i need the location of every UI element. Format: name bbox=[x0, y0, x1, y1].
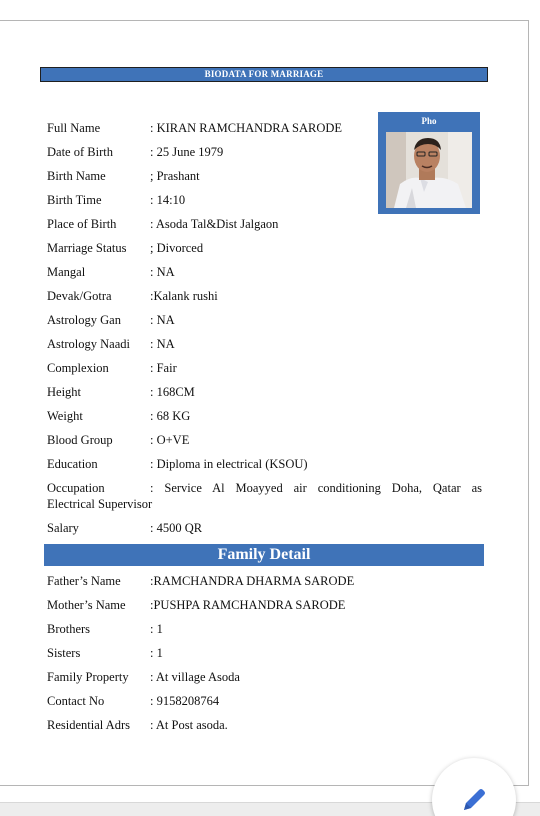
photo-label: Pho bbox=[421, 116, 437, 126]
detail-value: :Kalank rushi bbox=[150, 289, 218, 303]
detail-value: : 9158208764 bbox=[150, 694, 220, 708]
detail-value: : 25 June 1979 bbox=[150, 145, 224, 159]
biodata-title: BIODATA FOR MARRIAGE bbox=[40, 67, 488, 82]
detail-value: : Service Al Moayyed air conditioning Doha, Qatar as bbox=[150, 481, 482, 495]
detail-label: Salary bbox=[47, 521, 79, 535]
detail-label: Blood Group bbox=[47, 433, 113, 447]
detail-label: Astrology Naadi bbox=[47, 337, 130, 351]
detail-value: ; Divorced bbox=[150, 241, 204, 255]
detail-label: Place of Birth bbox=[47, 217, 117, 231]
detail-value: : 4500 QR bbox=[150, 521, 203, 535]
detail-label: Birth Time bbox=[47, 193, 102, 207]
pencil-icon bbox=[458, 784, 490, 816]
detail-label: Contact No bbox=[47, 694, 105, 708]
detail-value: :PUSHPA RAMCHANDRA SARODE bbox=[150, 598, 346, 612]
detail-label: Mangal bbox=[47, 265, 86, 279]
detail-value: : NA bbox=[150, 265, 175, 279]
detail-value: : 68 KG bbox=[150, 409, 191, 423]
detail-value-continued: Electrical Supervisor bbox=[47, 497, 153, 511]
detail-label: Height bbox=[47, 385, 82, 399]
detail-label: Weight bbox=[47, 409, 83, 423]
detail-label: Astrology Gan bbox=[47, 313, 121, 327]
detail-label: Mother’s Name bbox=[47, 598, 126, 612]
detail-value: :RAMCHANDRA DHARMA SARODE bbox=[150, 574, 355, 588]
detail-value: : 168CM bbox=[150, 385, 195, 399]
detail-value: : Diploma in electrical (KSOU) bbox=[150, 457, 308, 471]
detail-value: : At village Asoda bbox=[150, 670, 240, 684]
detail-label: Complexion bbox=[47, 361, 109, 375]
detail-value: : NA bbox=[150, 313, 175, 327]
detail-label: Family Property bbox=[47, 670, 129, 684]
detail-value: : 1 bbox=[150, 646, 163, 660]
detail-value: : 1 bbox=[150, 622, 163, 636]
detail-value: : KIRAN RAMCHANDRA SARODE bbox=[150, 121, 343, 135]
detail-value: : Asoda Tal&Dist Jalgaon bbox=[150, 217, 279, 231]
detail-value: ; Prashant bbox=[150, 169, 200, 183]
detail-value: : NA bbox=[150, 337, 175, 351]
detail-value: : Fair bbox=[150, 361, 177, 375]
detail-label: Sisters bbox=[47, 646, 81, 660]
detail-value: : At Post asoda. bbox=[150, 718, 228, 732]
photo-frame bbox=[378, 112, 480, 214]
detail-label: Brothers bbox=[47, 622, 91, 636]
profile-photo-art bbox=[386, 132, 472, 208]
detail-row-occupation bbox=[47, 480, 482, 512]
detail-label: Occupation bbox=[47, 481, 105, 495]
detail-label: Full Name bbox=[47, 121, 101, 135]
detail-label: Education bbox=[47, 457, 98, 471]
detail-label: Residential Adrs bbox=[47, 718, 130, 732]
detail-value: : O+VE bbox=[150, 433, 190, 447]
detail-label: Father’s Name bbox=[47, 574, 121, 588]
detail-value: : 14:10 bbox=[150, 193, 186, 207]
detail-label: Date of Birth bbox=[47, 145, 113, 159]
detail-label: Birth Name bbox=[47, 169, 106, 183]
profile-photo bbox=[386, 132, 472, 208]
family-detail-heading: Family Detail bbox=[44, 544, 484, 566]
detail-label: Devak/Gotra bbox=[47, 289, 112, 303]
detail-label: Marriage Status bbox=[47, 241, 127, 255]
